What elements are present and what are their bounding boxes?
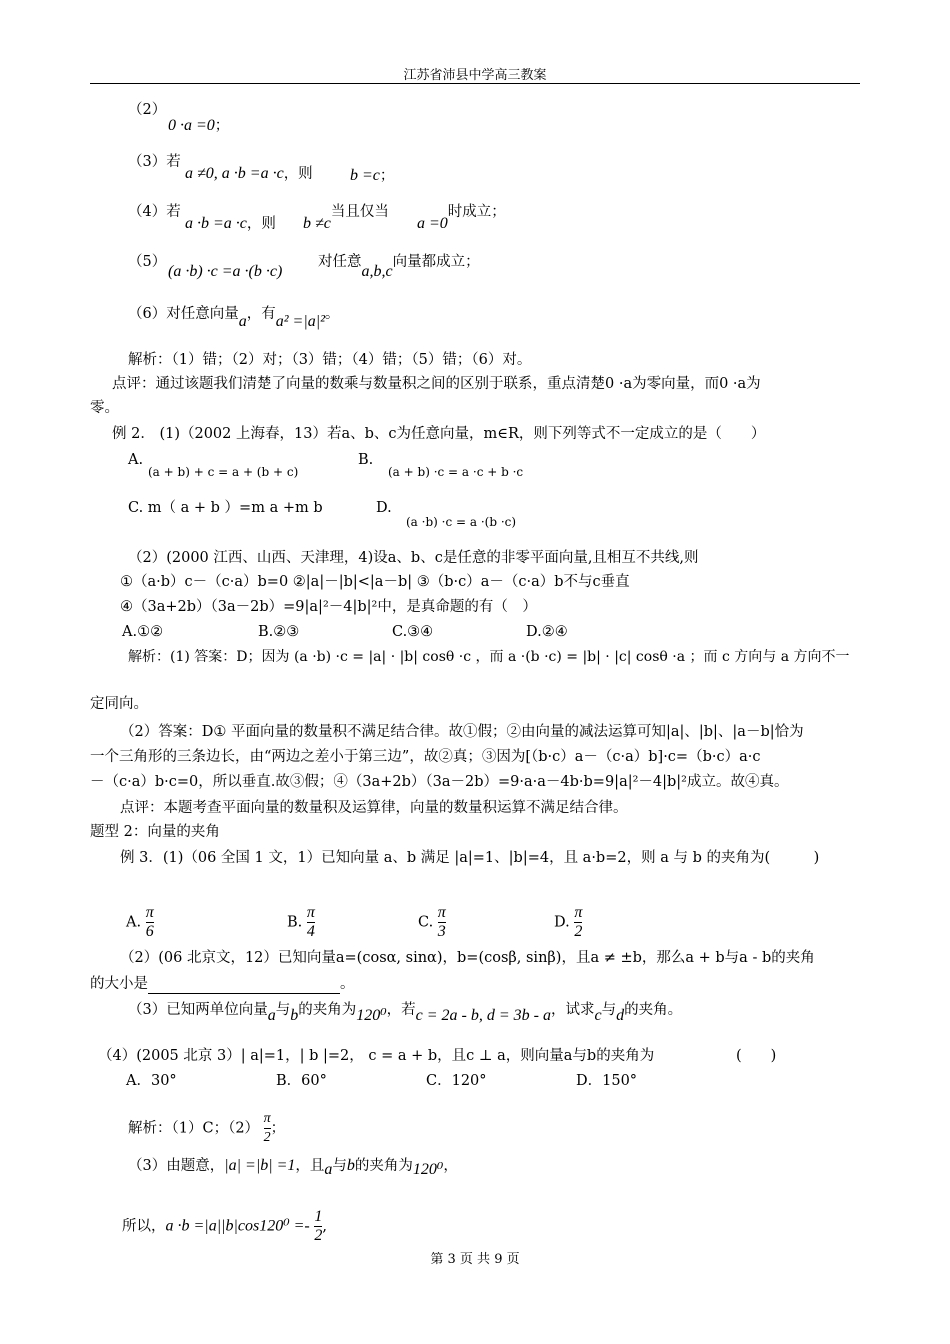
option-a: A. xyxy=(128,452,144,468)
analysis-3: 解析：（1）C；（2） $\frac{\pi}{2}$ ； xyxy=(128,1111,286,1145)
analysis-1: 解析：（1）错；（2）对；（3）错；（4）错；（5）错；（6）对。 xyxy=(128,352,532,368)
item-4-formula: a ·b =a ·c，则 xyxy=(185,215,276,232)
item-3-formula: a ≠0, a ·b =a ·c，则 xyxy=(185,165,313,182)
item-5-formula: (a ·b) ·c =a ·(b ·c) xyxy=(168,263,283,280)
item-6: （6）对任意向量a，有a² =|a|²。 xyxy=(128,306,340,330)
comment-1: 点评：通过该题我们清楚了向量的数乘与数量积之间的区别于联系，重点清楚0 ·a为零向量，而0 ·a为 xyxy=(112,376,761,392)
comment-2: 点评：本题考查平面向量的数量积及运算律，向量的数量积运算不满足结合律。 xyxy=(120,800,628,816)
analysis-2-cont: 定同向。 xyxy=(90,696,148,712)
choice-d: D.②④ xyxy=(526,624,568,640)
example-3-part-4: （4）(2005 北京 3）| a|=1，| b |=2， c = a + b，且c ⊥ a，则向量a与b的夹角为 xyxy=(98,1048,655,1064)
ex3-option-b: B. $\frac{\pi}{4}$ xyxy=(287,904,315,940)
header-divider xyxy=(90,83,860,84)
item-4-text: b ≠c当且仅当 xyxy=(303,204,389,232)
item-5-text: 对任意a,b,c向量都成立； xyxy=(318,254,480,280)
option-c: C. m（ a + b ）=m a +m b xyxy=(128,500,323,516)
ex3-option-c: C. $\frac{\pi}{3}$ xyxy=(418,904,446,940)
example-3-part-2-cont: 的大小是 。 xyxy=(90,976,355,992)
ex3-4-option-c: C．120° xyxy=(426,1073,487,1089)
choice-b: B.②③ xyxy=(258,624,300,640)
choice-c: C.③④ xyxy=(392,624,434,640)
example-3-question: 例 3．(1)（06 全国 1 文，1）已知向量 a、b 满足 |a|=1、|b|=4，且 a·b=2，则 a 与 b 的夹角为( ) xyxy=(120,850,820,866)
option-b-formula: (a + b) ·c = a ·c + b ·c xyxy=(388,465,524,479)
answer-blank xyxy=(148,979,340,994)
analysis-3-result: 所以，a ·b =|a||b|cos120⁰ =- $\frac{1}{2}$ , xyxy=(122,1208,327,1244)
statement-4: ④（3a+2b）（3a－2b）=9|a|²－4|b|²中，是真命题的有（ ） xyxy=(120,599,537,615)
item-4-text-2: a =0时成立； xyxy=(417,204,506,232)
item-4: （4）若 xyxy=(128,204,181,220)
option-b: B. xyxy=(358,452,374,468)
item-5: （5） xyxy=(128,254,167,270)
option-d-formula: (a ·b) ·c = a ·(b ·c) xyxy=(406,515,517,529)
option-a-formula: (a + b) + c = a + (b + c) xyxy=(148,465,299,479)
answer-2-line-2: 一个三角形的三条边长，由“两边之差小于第三边”，故②真；③因为[（b·c）a－（c·a）b]·c=（b·c）a·c xyxy=(90,749,761,765)
example-2-question: 例 2． (1)（2002 上海春，13）若a、b、c为任意向量，m∈R，则下列等式不一定成立的是（ ） xyxy=(112,426,766,442)
page-footer: 第 3 页 共 9 页 xyxy=(430,1252,520,1267)
item-3-formula-2: b =c； xyxy=(350,167,395,184)
example-2-part-2: （2）(2000 江西、山西、天津理，4)设a、b、c是任意的非零平面向量,且相互不共线,则 xyxy=(128,550,699,566)
answer-2-line-3: －（c·a）b·c=0，所以垂直.故③假；④（3a+2b）（3a－2b）=9·a·a－4b·b=9|a|²－4|b|²成立。故④真。 xyxy=(90,774,789,790)
answer-2: （2）答案：D① 平面向量的数量积不满足结合律。故①假；②由向量的减法运算可知|a|、|b|、|a－b|恰为 xyxy=(120,724,804,740)
example-3-part-3: （3）已知两单位向量a与b的夹角为120⁰，若c = 2a - b, d = 3b - a，试求c与d的夹角。 xyxy=(128,1002,683,1024)
item-2: （2） xyxy=(128,102,167,118)
ex3-4-option-a: A．30° xyxy=(126,1073,177,1089)
comment-1-cont: 零。 xyxy=(90,400,119,416)
ex3-4-option-b: B．60° xyxy=(276,1073,327,1089)
ex3-option-d: D. $\frac{\pi}{2}$ xyxy=(554,904,583,940)
choice-a: A.①② xyxy=(122,624,164,640)
example-3-part-4-paren: ( ) xyxy=(736,1048,777,1064)
page-header-title: 江苏省沛县中学高三教案 xyxy=(403,68,547,83)
ex3-option-a: A. $\frac{\pi}{6}$ xyxy=(126,904,154,940)
ex3-4-option-d: D．150° xyxy=(576,1073,638,1089)
example-3-part-2: （2）(06 北京文，12）已知向量a=(cosα, sinα)，b=(cosβ, sinβ)，且a ≠ ±b，那么a + b与a - b的夹角 xyxy=(120,950,815,966)
section-heading-angle: 题型 2：向量的夹角 xyxy=(90,824,220,840)
item-2-formula: 0 ·a =0； xyxy=(168,117,230,134)
item-3: （3）若 xyxy=(128,154,181,170)
analysis-2: 解析：(1) 答案：D；因为 (a ·b) ·c = |a| · |b| cosθ ·c ，而 a ·(b ·c) = |b| · |c| cosθ ·a ；而 c 方向与 a 方向不一 xyxy=(128,649,850,665)
analysis-3-part-3: （3）由题意，|a| =|b| =1，且a与b的夹角为120⁰， xyxy=(128,1157,458,1178)
statements-1-3: ①（a·b）c－（c·a）b=0 ②|a|－|b|<|a－b| ③（b·c）a－（c·a）b不与c垂直 xyxy=(120,574,630,590)
option-d: D. xyxy=(376,500,392,516)
